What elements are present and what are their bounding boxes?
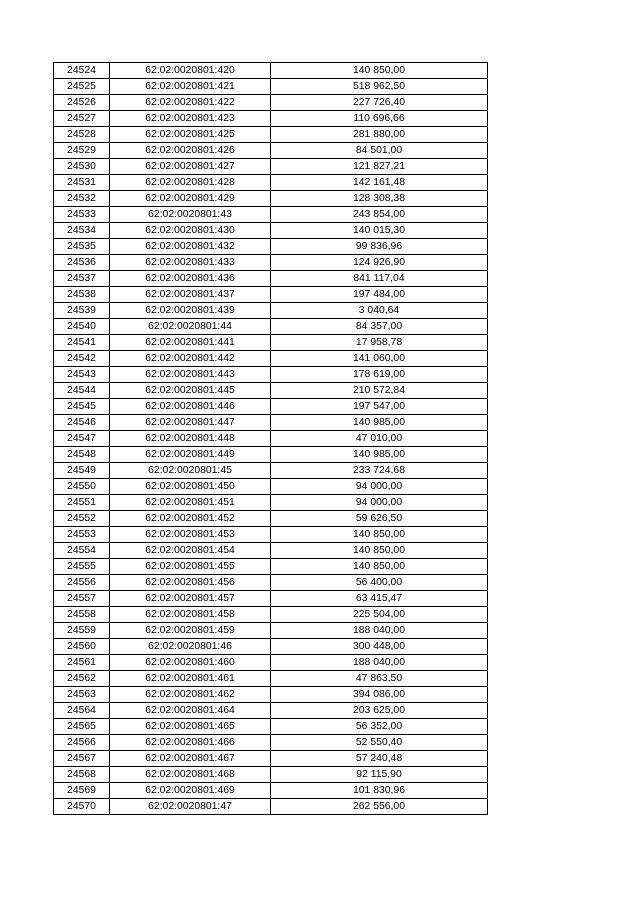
row-number-cell: 24541 xyxy=(54,335,110,351)
cadastral-number-cell: 62:02:0020801:458 xyxy=(110,607,271,623)
cadastral-value-cell: 140 850,00 xyxy=(271,527,488,543)
cadastral-value-cell: 56 352,00 xyxy=(271,719,488,735)
cadastral-number-cell: 62:02:0020801:426 xyxy=(110,143,271,159)
row-number-cell: 24525 xyxy=(54,79,110,95)
cadastral-value-cell: 178 619,00 xyxy=(271,367,488,383)
cadastral-number-cell: 62:02:0020801:452 xyxy=(110,511,271,527)
cadastral-number-cell: 62:02:0020801:420 xyxy=(110,63,271,79)
cadastral-value-cell: 225 504,00 xyxy=(271,607,488,623)
row-number-cell: 24543 xyxy=(54,367,110,383)
row-number-cell: 24545 xyxy=(54,399,110,415)
table-row xyxy=(54,463,488,479)
table-row xyxy=(54,319,488,335)
cadastral-number-cell: 62:02:0020801:429 xyxy=(110,191,271,207)
row-number-cell: 24530 xyxy=(54,159,110,175)
cadastral-value-cell: 300 448,00 xyxy=(271,639,488,655)
cadastral-number-cell: 62:02:0020801:465 xyxy=(110,719,271,735)
cadastral-value-cell: 57 240,48 xyxy=(271,751,488,767)
cadastral-number-cell: 62:02:0020801:433 xyxy=(110,255,271,271)
cadastral-value-cell: 197 547,00 xyxy=(271,399,488,415)
cadastral-value-cell: 188 040,00 xyxy=(271,655,488,671)
table-row xyxy=(54,767,488,783)
cadastral-value-cell: 394 086,00 xyxy=(271,687,488,703)
cadastral-value-cell: 141 060,00 xyxy=(271,351,488,367)
table-row xyxy=(54,95,488,111)
row-number-cell: 24547 xyxy=(54,431,110,447)
cadastral-value-cell: 121 827,21 xyxy=(271,159,488,175)
cadastral-value-cell: 197 484,00 xyxy=(271,287,488,303)
cadastral-number-cell: 62:02:0020801:462 xyxy=(110,687,271,703)
row-number-cell: 24560 xyxy=(54,639,110,655)
cadastral-value-cell: 140 985,00 xyxy=(271,447,488,463)
cadastral-value-cell: 140 015,30 xyxy=(271,223,488,239)
cadastral-value-cell: 188 040,00 xyxy=(271,623,488,639)
table-row xyxy=(54,399,488,415)
table-row xyxy=(54,479,488,495)
table-row xyxy=(54,495,488,511)
cadastral-number-cell: 62:02:0020801:448 xyxy=(110,431,271,447)
cadastral-number-cell: 62:02:0020801:467 xyxy=(110,751,271,767)
row-number-cell: 24558 xyxy=(54,607,110,623)
cadastral-value-cell: 3 040,64 xyxy=(271,303,488,319)
row-number-cell: 24544 xyxy=(54,383,110,399)
cadastral-value-cell: 210 572,84 xyxy=(271,383,488,399)
row-number-cell: 24562 xyxy=(54,671,110,687)
cadastral-value-cell: 841 117,04 xyxy=(271,271,488,287)
cadastral-value-cell: 101 830,96 xyxy=(271,783,488,799)
row-number-cell: 24561 xyxy=(54,655,110,671)
table-row xyxy=(54,527,488,543)
table-row xyxy=(54,783,488,799)
table-row xyxy=(54,239,488,255)
cadastral-number-cell: 62:02:0020801:44 xyxy=(110,319,271,335)
cadastral-number-cell: 62:02:0020801:466 xyxy=(110,735,271,751)
cadastral-number-cell: 62:02:0020801:437 xyxy=(110,287,271,303)
cadastral-number-cell: 62:02:0020801:428 xyxy=(110,175,271,191)
row-number-cell: 24535 xyxy=(54,239,110,255)
table-row xyxy=(54,367,488,383)
table-row xyxy=(54,703,488,719)
cadastral-number-cell: 62:02:0020801:457 xyxy=(110,591,271,607)
cadastral-number-cell: 62:02:0020801:422 xyxy=(110,95,271,111)
cadastral-value-cell: 47 863,50 xyxy=(271,671,488,687)
cadastral-value-cell: 128 308,38 xyxy=(271,191,488,207)
table-body xyxy=(54,63,488,815)
cadastral-value-cell: 47 010,00 xyxy=(271,431,488,447)
table-row xyxy=(54,447,488,463)
row-number-cell: 24529 xyxy=(54,143,110,159)
table-row xyxy=(54,223,488,239)
cadastral-number-cell: 62:02:0020801:454 xyxy=(110,543,271,559)
row-number-cell: 24533 xyxy=(54,207,110,223)
cadastral-number-cell: 62:02:0020801:421 xyxy=(110,79,271,95)
row-number-cell: 24539 xyxy=(54,303,110,319)
cadastral-number-cell: 62:02:0020801:449 xyxy=(110,447,271,463)
cadastral-number-cell: 62:02:0020801:423 xyxy=(110,111,271,127)
row-number-cell: 24546 xyxy=(54,415,110,431)
cadastral-number-cell: 62:02:0020801:460 xyxy=(110,655,271,671)
row-number-cell: 24551 xyxy=(54,495,110,511)
table-row xyxy=(54,543,488,559)
cadastral-value-cell: 56 400,00 xyxy=(271,575,488,591)
cadastral-number-cell: 62:02:0020801:455 xyxy=(110,559,271,575)
table-row xyxy=(54,511,488,527)
table-row xyxy=(54,751,488,767)
table-row xyxy=(54,303,488,319)
cadastral-value-cell: 94 000,00 xyxy=(271,479,488,495)
cadastral-value-cell: 124 926,90 xyxy=(271,255,488,271)
cadastral-value-cell: 59 626,50 xyxy=(271,511,488,527)
cadastral-number-cell: 62:02:0020801:453 xyxy=(110,527,271,543)
cadastral-value-cell: 262 556,00 xyxy=(271,799,488,815)
row-number-cell: 24549 xyxy=(54,463,110,479)
cadastral-value-cell: 84 357,00 xyxy=(271,319,488,335)
cadastral-value-cell: 140 850,00 xyxy=(271,63,488,79)
row-number-cell: 24559 xyxy=(54,623,110,639)
cadastral-value-cell: 227 726,40 xyxy=(271,95,488,111)
row-number-cell: 24567 xyxy=(54,751,110,767)
table-row xyxy=(54,111,488,127)
cadastral-value-cell: 17 958,78 xyxy=(271,335,488,351)
table-row xyxy=(54,575,488,591)
table-row xyxy=(54,127,488,143)
table-row xyxy=(54,175,488,191)
table-row xyxy=(54,623,488,639)
cadastral-number-cell: 62:02:0020801:47 xyxy=(110,799,271,815)
cadastral-number-cell: 62:02:0020801:459 xyxy=(110,623,271,639)
cadastral-number-cell: 62:02:0020801:461 xyxy=(110,671,271,687)
cadastral-number-cell: 62:02:0020801:442 xyxy=(110,351,271,367)
cadastral-number-cell: 62:02:0020801:427 xyxy=(110,159,271,175)
row-number-cell: 24555 xyxy=(54,559,110,575)
cadastral-number-cell: 62:02:0020801:446 xyxy=(110,399,271,415)
cadastral-number-cell: 62:02:0020801:43 xyxy=(110,207,271,223)
cadastral-number-cell: 62:02:0020801:451 xyxy=(110,495,271,511)
cadastral-value-cell: 110 696,66 xyxy=(271,111,488,127)
cadastral-value-cell: 94 000,00 xyxy=(271,495,488,511)
cadastral-value-cell: 518 962,50 xyxy=(271,79,488,95)
table-row xyxy=(54,639,488,655)
table-row xyxy=(54,79,488,95)
row-number-cell: 24569 xyxy=(54,783,110,799)
table-row xyxy=(54,799,488,815)
table-row xyxy=(54,63,488,79)
row-number-cell: 24538 xyxy=(54,287,110,303)
row-number-cell: 24553 xyxy=(54,527,110,543)
table-row xyxy=(54,255,488,271)
cadastral-value-cell: 140 850,00 xyxy=(271,559,488,575)
cadastre-value-table xyxy=(53,62,488,815)
row-number-cell: 24526 xyxy=(54,95,110,111)
table-row xyxy=(54,607,488,623)
table-row xyxy=(54,335,488,351)
cadastral-value-cell: 99 836,96 xyxy=(271,239,488,255)
cadastral-number-cell: 62:02:0020801:46 xyxy=(110,639,271,655)
cadastral-number-cell: 62:02:0020801:445 xyxy=(110,383,271,399)
table-row xyxy=(54,735,488,751)
table-row xyxy=(54,431,488,447)
row-number-cell: 24550 xyxy=(54,479,110,495)
row-number-cell: 24524 xyxy=(54,63,110,79)
table-row xyxy=(54,559,488,575)
cadastral-value-cell: 92 115,90 xyxy=(271,767,488,783)
row-number-cell: 24557 xyxy=(54,591,110,607)
cadastral-value-cell: 63 415,47 xyxy=(271,591,488,607)
row-number-cell: 24570 xyxy=(54,799,110,815)
row-number-cell: 24564 xyxy=(54,703,110,719)
cadastral-value-cell: 203 625,00 xyxy=(271,703,488,719)
cadastral-number-cell: 62:02:0020801:45 xyxy=(110,463,271,479)
cadastral-value-cell: 142 161,48 xyxy=(271,175,488,191)
row-number-cell: 24542 xyxy=(54,351,110,367)
table-row xyxy=(54,719,488,735)
row-number-cell: 24552 xyxy=(54,511,110,527)
cadastral-number-cell: 62:02:0020801:464 xyxy=(110,703,271,719)
row-number-cell: 24532 xyxy=(54,191,110,207)
cadastral-value-cell: 233 724,68 xyxy=(271,463,488,479)
row-number-cell: 24556 xyxy=(54,575,110,591)
row-number-cell: 24531 xyxy=(54,175,110,191)
cadastral-value-cell: 243 854,00 xyxy=(271,207,488,223)
cadastral-number-cell: 62:02:0020801:447 xyxy=(110,415,271,431)
cadastral-number-cell: 62:02:0020801:439 xyxy=(110,303,271,319)
table-row xyxy=(54,687,488,703)
row-number-cell: 24568 xyxy=(54,767,110,783)
table-row xyxy=(54,655,488,671)
cadastral-number-cell: 62:02:0020801:456 xyxy=(110,575,271,591)
cadastral-number-cell: 62:02:0020801:430 xyxy=(110,223,271,239)
row-number-cell: 24528 xyxy=(54,127,110,143)
table-row xyxy=(54,383,488,399)
cadastral-value-cell: 140 985,00 xyxy=(271,415,488,431)
table-row xyxy=(54,143,488,159)
table-row xyxy=(54,191,488,207)
row-number-cell: 24563 xyxy=(54,687,110,703)
table-row xyxy=(54,415,488,431)
cadastral-number-cell: 62:02:0020801:441 xyxy=(110,335,271,351)
document-page xyxy=(53,62,488,815)
row-number-cell: 24534 xyxy=(54,223,110,239)
cadastral-value-cell: 140 850,00 xyxy=(271,543,488,559)
table-row xyxy=(54,591,488,607)
row-number-cell: 24548 xyxy=(54,447,110,463)
cadastral-value-cell: 52 550,40 xyxy=(271,735,488,751)
cadastral-number-cell: 62:02:0020801:443 xyxy=(110,367,271,383)
cadastral-number-cell: 62:02:0020801:432 xyxy=(110,239,271,255)
cadastral-number-cell: 62:02:0020801:469 xyxy=(110,783,271,799)
table-row xyxy=(54,351,488,367)
table-row xyxy=(54,287,488,303)
row-number-cell: 24554 xyxy=(54,543,110,559)
table-row xyxy=(54,159,488,175)
table-row xyxy=(54,671,488,687)
row-number-cell: 24540 xyxy=(54,319,110,335)
cadastral-value-cell: 281 880,00 xyxy=(271,127,488,143)
table-row xyxy=(54,271,488,287)
row-number-cell: 24536 xyxy=(54,255,110,271)
cadastral-value-cell: 84 501,00 xyxy=(271,143,488,159)
row-number-cell: 24527 xyxy=(54,111,110,127)
row-number-cell: 24537 xyxy=(54,271,110,287)
cadastral-number-cell: 62:02:0020801:425 xyxy=(110,127,271,143)
row-number-cell: 24566 xyxy=(54,735,110,751)
table-row xyxy=(54,207,488,223)
row-number-cell: 24565 xyxy=(54,719,110,735)
cadastral-number-cell: 62:02:0020801:468 xyxy=(110,767,271,783)
cadastral-number-cell: 62:02:0020801:450 xyxy=(110,479,271,495)
cadastral-number-cell: 62:02:0020801:436 xyxy=(110,271,271,287)
